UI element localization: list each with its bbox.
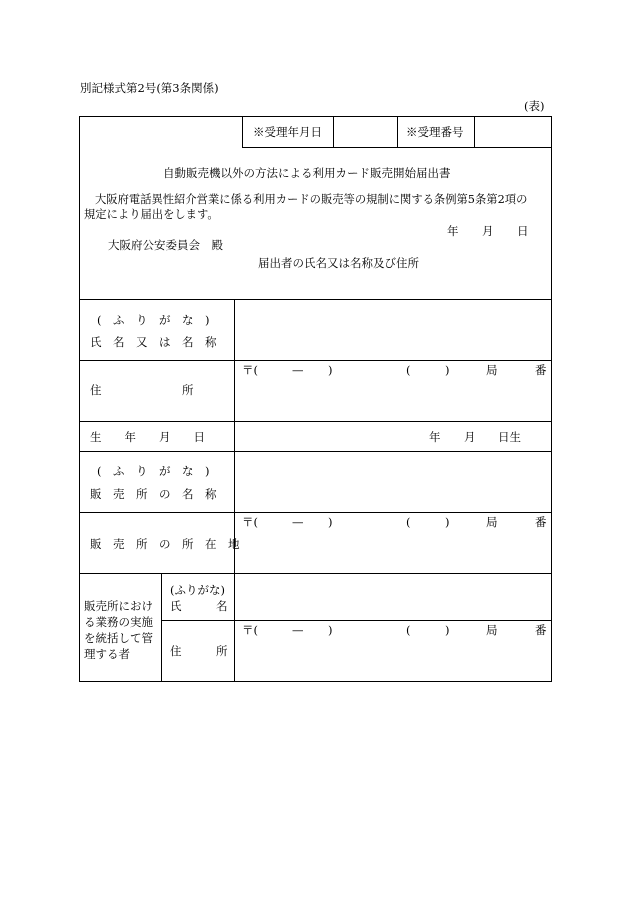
name-label: 氏 名 又 は 名 称 (90, 335, 217, 349)
shop-name-label: 販 売 所 の 名 称 (90, 487, 217, 501)
manager-group-line-2: る業務の実施 (84, 615, 153, 629)
shop-location-field[interactable] (235, 513, 551, 573)
frame-right (551, 116, 552, 682)
birth-month: 月 (464, 430, 476, 444)
manager-group-line-4: 理する者 (84, 647, 130, 661)
postal-dash: — (292, 515, 304, 529)
phone-open: ( (406, 515, 411, 529)
phone-open: ( (406, 623, 411, 637)
name-field[interactable] (235, 300, 551, 360)
phone-number-label: 番 (535, 623, 547, 637)
frame-bottom (79, 681, 552, 682)
manager-group-line-3: を統括して管 (84, 631, 153, 645)
phone-number-label: 番 (535, 515, 547, 529)
postal-close: ) (328, 623, 333, 637)
body-text-line2: 規定により届出をします。 (84, 208, 219, 221)
phone-close: ) (445, 623, 450, 637)
receipt-left (242, 116, 243, 148)
postal-mark: 〒( (242, 515, 258, 529)
shop-name-field[interactable] (235, 452, 551, 512)
postal-close: ) (328, 515, 333, 529)
receipt-number-field[interactable] (475, 117, 551, 147)
birth-day: 日生 (498, 430, 521, 444)
receipt-date-label: ※受理年月日 (253, 125, 322, 139)
form-title: 自動販売機以外の方法による利用カード販売開始届出書 (163, 166, 451, 180)
manager-name-label: 氏 名 (170, 599, 228, 613)
notifier-label: 届出者の氏名又は名称及び住所 (258, 256, 419, 270)
birth-year: 年 (429, 430, 441, 444)
date-year: 年 (447, 224, 459, 238)
phone-bureau: 局 (486, 515, 498, 529)
manager-furigana-label: (ふりがな) (170, 583, 225, 597)
postal-dash: — (292, 363, 304, 377)
col-line-sub (161, 573, 162, 682)
receipt-date-field[interactable] (334, 117, 397, 147)
receipt-div2 (397, 116, 398, 148)
name-furigana-label: ( ふ り が な ) (97, 313, 210, 327)
birthdate-label: 生 年 月 日 (90, 430, 205, 444)
addressee: 大阪府公安委員会 殿 (108, 238, 223, 252)
frame-left (79, 116, 80, 682)
postal-dash: — (292, 623, 304, 637)
shop-location-label: 販 売 所 の 所 在 地 (90, 537, 240, 551)
phone-close: ) (445, 363, 450, 377)
manager-address-field[interactable] (235, 621, 551, 681)
side-label: (表) (524, 99, 545, 113)
date-day: 日 (517, 224, 529, 238)
form-number: 別記様式第2号(第3条関係) (80, 81, 219, 95)
address-label: 住 所 (90, 383, 194, 397)
address-field[interactable] (235, 361, 551, 421)
manager-address-label: 住 所 (170, 644, 228, 658)
postal-close: ) (328, 363, 333, 377)
manager-group-line-1: 販売所におけ (84, 599, 153, 613)
phone-close: ) (445, 515, 450, 529)
date-month: 月 (482, 224, 494, 238)
body-text-line1: 大阪府電話異性紹介営業に係る利用カードの販売等の規制に関する条例第5条第2項の (95, 193, 528, 206)
phone-bureau: 局 (486, 363, 498, 377)
postal-mark: 〒( (242, 363, 258, 377)
phone-open: ( (406, 363, 411, 377)
birthdate-field[interactable] (235, 422, 551, 451)
receipt-number-label: ※受理番号 (406, 125, 464, 139)
manager-name-field[interactable] (235, 574, 551, 620)
shop-furigana-label: ( ふ り が な ) (97, 464, 210, 478)
postal-mark: 〒( (242, 623, 258, 637)
phone-number-label: 番 (535, 363, 547, 377)
phone-bureau: 局 (486, 623, 498, 637)
manager-group-label (84, 598, 153, 662)
